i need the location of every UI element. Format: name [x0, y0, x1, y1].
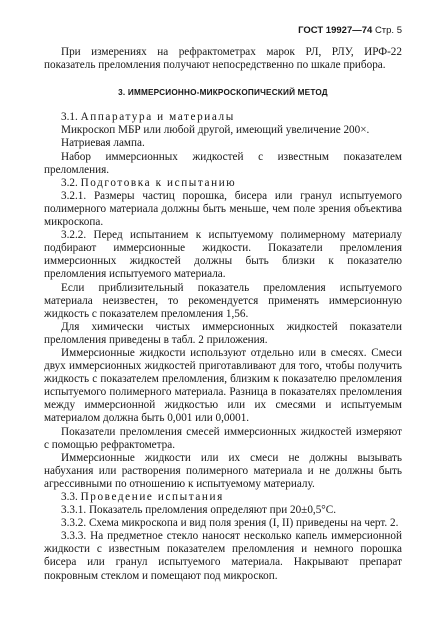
document-body [44, 46, 402, 583]
paragraph-3-2-2-unknown-index: Если приблизительный показатель преломления испытуемого материала неизвестен, то рекомендуется применять иммерсионную жидкость с показателем преломления 1,56. [44, 281, 402, 320]
subsection-3-1-title: Аппаратура и материалы [80, 111, 235, 124]
paragraph-3-3-1: 3.3.1. Показатель преломления определяют при 20±0,5°С. [61, 504, 337, 517]
subsection-3-3-heading [44, 491, 402, 504]
section-title: 3. ИММЕРСИОННО-МИКРОСКОПИЧЕСКИЙ МЕТОД [118, 88, 328, 98]
paragraph-3-3-2: 3.3.2. Схема микроскопа и вид поля зрения (I, II) приведены на черт. 2. [61, 517, 399, 530]
subsection-3-2-title: Подготовка к испытанию [80, 176, 237, 189]
paragraph-3-2-2-mixtures: Иммерсионные жидкости используют отдельно или в смесях. Смеси двух иммерсионных жидкостей приготавливают для того, чтобы получить жидкость с показателем преломления, близким к показателю преломления испытуемого полимерного материала. Разница в показателях преломления между иммерсионной жидкостью или их смесями и испытуемым материалом должна быть 0,001 или 0,0001. [44, 346, 402, 425]
subsection-3-3-title: Проведение испытания [80, 491, 224, 503]
paragraph-3-1-liquids: Набор иммерсионных жидкостей с известным показателем преломления. [44, 150, 402, 176]
paragraph-3-2-1: 3.2.1. Размеры частиц порошка, бисера или гранул испытуемого полимерного материала должны быть меньше, чем поле зрения объектива микроскопа. [44, 189, 402, 229]
subsection-3-1-number: 3.1. [61, 111, 78, 124]
paragraph-3-2-2-table-ref: Для химически чистых иммерсионных жидкостей показатели преломления приведены в табл. 2 приложения. [44, 320, 402, 346]
subsection-3-2-heading [44, 177, 402, 190]
paragraph-3-1-microscope: Микроскоп МБР или любой другой, имеющий увеличение 200×. [61, 124, 370, 137]
subsection-3-3-number: 3.3. [61, 491, 78, 503]
paragraph-3-2-2-refractometer: Показатели преломления смесей иммерсионных жидкостей измеряют с помощью рефрактометра. [44, 425, 402, 451]
paragraph-3-3-3: 3.3.3. На предметное стекло наносят несколько капель иммерсионной жидкости с известным показателем преломления и немного порошка бисера или гранул испытуемого материала. Накрывают препарат покровным стеклом и помещают под микроскоп. [44, 530, 402, 582]
subsection-3-1-heading [44, 111, 402, 124]
page-header [290, 25, 402, 36]
page-number: Стр. 5 [374, 25, 402, 36]
paragraph-3-2-2: 3.2.2. Перед испытанием к испытуемому полимерному материалу подбирают иммерсионные жидкости. Показатели преломления иммерсионных жидкостей должны быть близки к показателю преломления испытуемого материала. [44, 229, 402, 281]
intro-paragraph: При измерениях на рефрактометрах марок РЛ, РЛУ, ИРФ-22 показатель преломления получают непосредственно по шкале прибора. [44, 46, 402, 72]
standard-number: ГОСТ 19927—74 [298, 25, 373, 36]
paragraph-3-2-2-swelling: Иммерсионные жидкости или их смеси не должны вызывать набухания или растворения полимерного материала и не должны быть агрессивными по отношению к испытуемому материалу. [44, 451, 402, 490]
paragraph-3-1-lamp: Натриевая лампа. [61, 137, 145, 150]
subsection-3-2-number: 3.2. [61, 176, 78, 189]
